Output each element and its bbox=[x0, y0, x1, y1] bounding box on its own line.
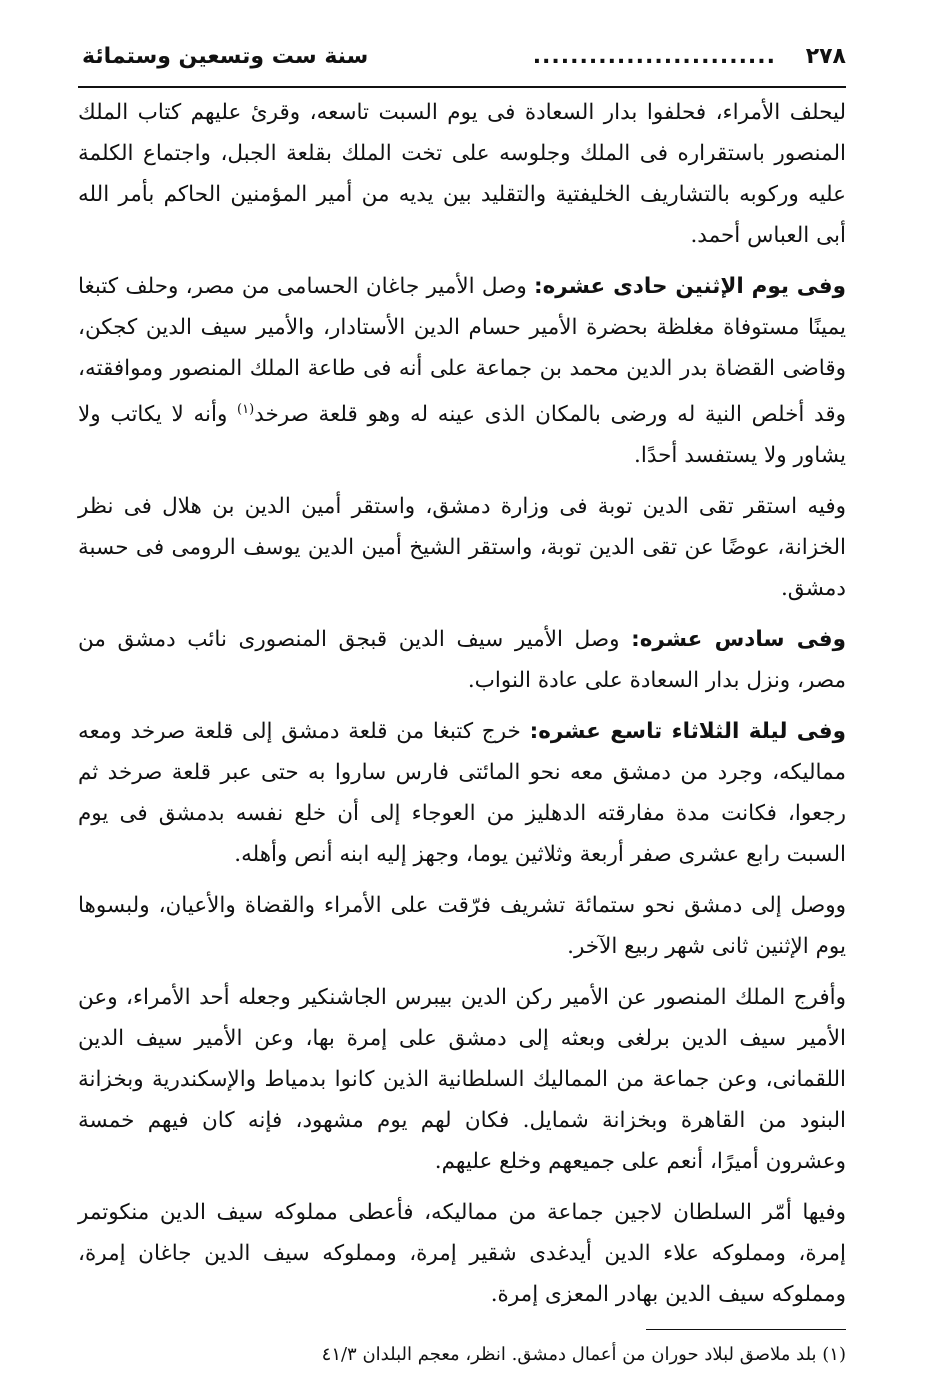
paragraph-8 bbox=[78, 1192, 846, 1315]
paragraph-7 bbox=[78, 977, 846, 1182]
paragraph-text: ليحلف الأمراء، فحلفوا بدار السعادة فى يوم السبت تاسعه، وقرئ عليهم كتاب الملك المنصور باستقراره فى الملك وجلوسه على تخت الملك بقلعة الجبل، واجتماع الكلمة عليه وركوبه بالتشاريف الخليفتية والتقليد بين يديه من أمير المؤمنين الحاكم بأمر الله أبى العباس أحمد. bbox=[78, 100, 846, 248]
page-number: ٢٧٨ bbox=[805, 44, 846, 69]
paragraph-text: وصل الأمير سيف الدين قبجق المنصورى نائب دمشق من مصر، ونزل بدار السعادة على عادة النواب. bbox=[78, 627, 846, 694]
paragraph-5 bbox=[78, 711, 846, 875]
paragraph-lead: وفى سادس عشره: bbox=[631, 627, 846, 653]
footnote-reference[interactable]: (١) bbox=[237, 402, 255, 417]
paragraph-2 bbox=[78, 266, 846, 476]
footnote: (١) بلد ملاصق لبلاد حوران من أعمال دمشق. انظر، معجم البلدان ٤١/٣ bbox=[321, 1344, 846, 1366]
paragraph-text-continued: وأنه لا يكاتب ولا يشاور ولا يستفسد أحدًا. bbox=[78, 402, 846, 469]
paragraph-text: وأفرج الملك المنصور عن الأمير ركن الدين بيبرس الجاشنكير وجعله أحد الأمراء، وعن الأمير سيف الدين برلغى وبعثه إلى دمشق على إمرة بها، وعن الأمير سيف الدين اللقمانى، وعن جماعة من المماليك السلطانية الذين كانوا بدمياط والإسكندرية وبخزانة البنود من القاهرة وبخزانة شمايل. فكان لهم يوم مشهود، فإنه كان فيهم خمسة وعشرون أميرًا، أنعم على جميعهم وخلع عليهم. bbox=[78, 985, 846, 1175]
paragraph-text: ووصل إلى دمشق نحو ستمائة تشريف فرّقت على الأمراء والقضاة والأعيان، ولبسوها يوم الإثنين ثانى شهر ربيع الآخر. bbox=[78, 893, 846, 960]
paragraph-1 bbox=[78, 92, 846, 256]
paragraph-3 bbox=[78, 486, 846, 609]
paragraph-lead: وفى يوم الإثنين حادى عشره: bbox=[534, 274, 846, 299]
paragraph-6 bbox=[78, 885, 846, 967]
page-body bbox=[78, 88, 846, 1315]
paragraph-text: وفيها أمّر السلطان لاجين جماعة من مماليكه، فأعطى مملوكه سيف الدين منكوتمر إمرة، ومملوكه علاء الدين أيدغدى شقير إمرة، ومملوكه سيف الدين جاغان إمرة، ومملوكه سيف الدين بهادر المعزى إمرة. bbox=[78, 1200, 846, 1308]
paragraph-text: وصل الأمير جاغان الحسامى من مصر، وحلف كتبغا يمينًا مستوفاة مغلظة بحضرة الأمير حسام الدين الأستادار، والأمير سيف الدين كجكن، وقاضى القضاة بدر الدين محمد بن جماعة على أنه فى طاعة الملك المنصور وموافقته، وقد أخلص النية له ورضى بالمكان الذى عينه له وهو قلعة صرخد bbox=[78, 274, 846, 428]
page-header bbox=[78, 38, 846, 88]
running-title: سنة ست وتسعين وستمائة bbox=[82, 44, 369, 69]
paragraph-4 bbox=[78, 619, 846, 701]
footnote-divider bbox=[646, 1329, 846, 1330]
header-dots: .......................... bbox=[532, 44, 776, 69]
paragraph-lead: وفى ليلة الثلاثاء تاسع عشره: bbox=[529, 719, 846, 745]
paragraph-text: وفيه استقر تقى الدين توبة فى وزارة دمشق، واستقر أمين الدين بن هلال فى نظر الخزانة، عوضًا عن تقى الدين توبة، واستقر الشيخ أمين الدين يوسف الرومى فى حسبة دمشق. bbox=[78, 494, 846, 602]
paragraph-text: خرج كتبغا من قلعة دمشق إلى قلعة صرخد ومعه مماليكه، وجرد من دمشق معه نحو المائتى فارس ساروا به حتى عبر قلعة صرخد ثم رجعوا، فكانت مدة مفارقته الدهليز من العوجاء إلى أن خلع نفسه بدمشق فى يوم السبت رابع عشرى صفر أربعة وثلاثين يوما، وجهز إليه ابنه أنص وأهله. bbox=[78, 719, 846, 868]
